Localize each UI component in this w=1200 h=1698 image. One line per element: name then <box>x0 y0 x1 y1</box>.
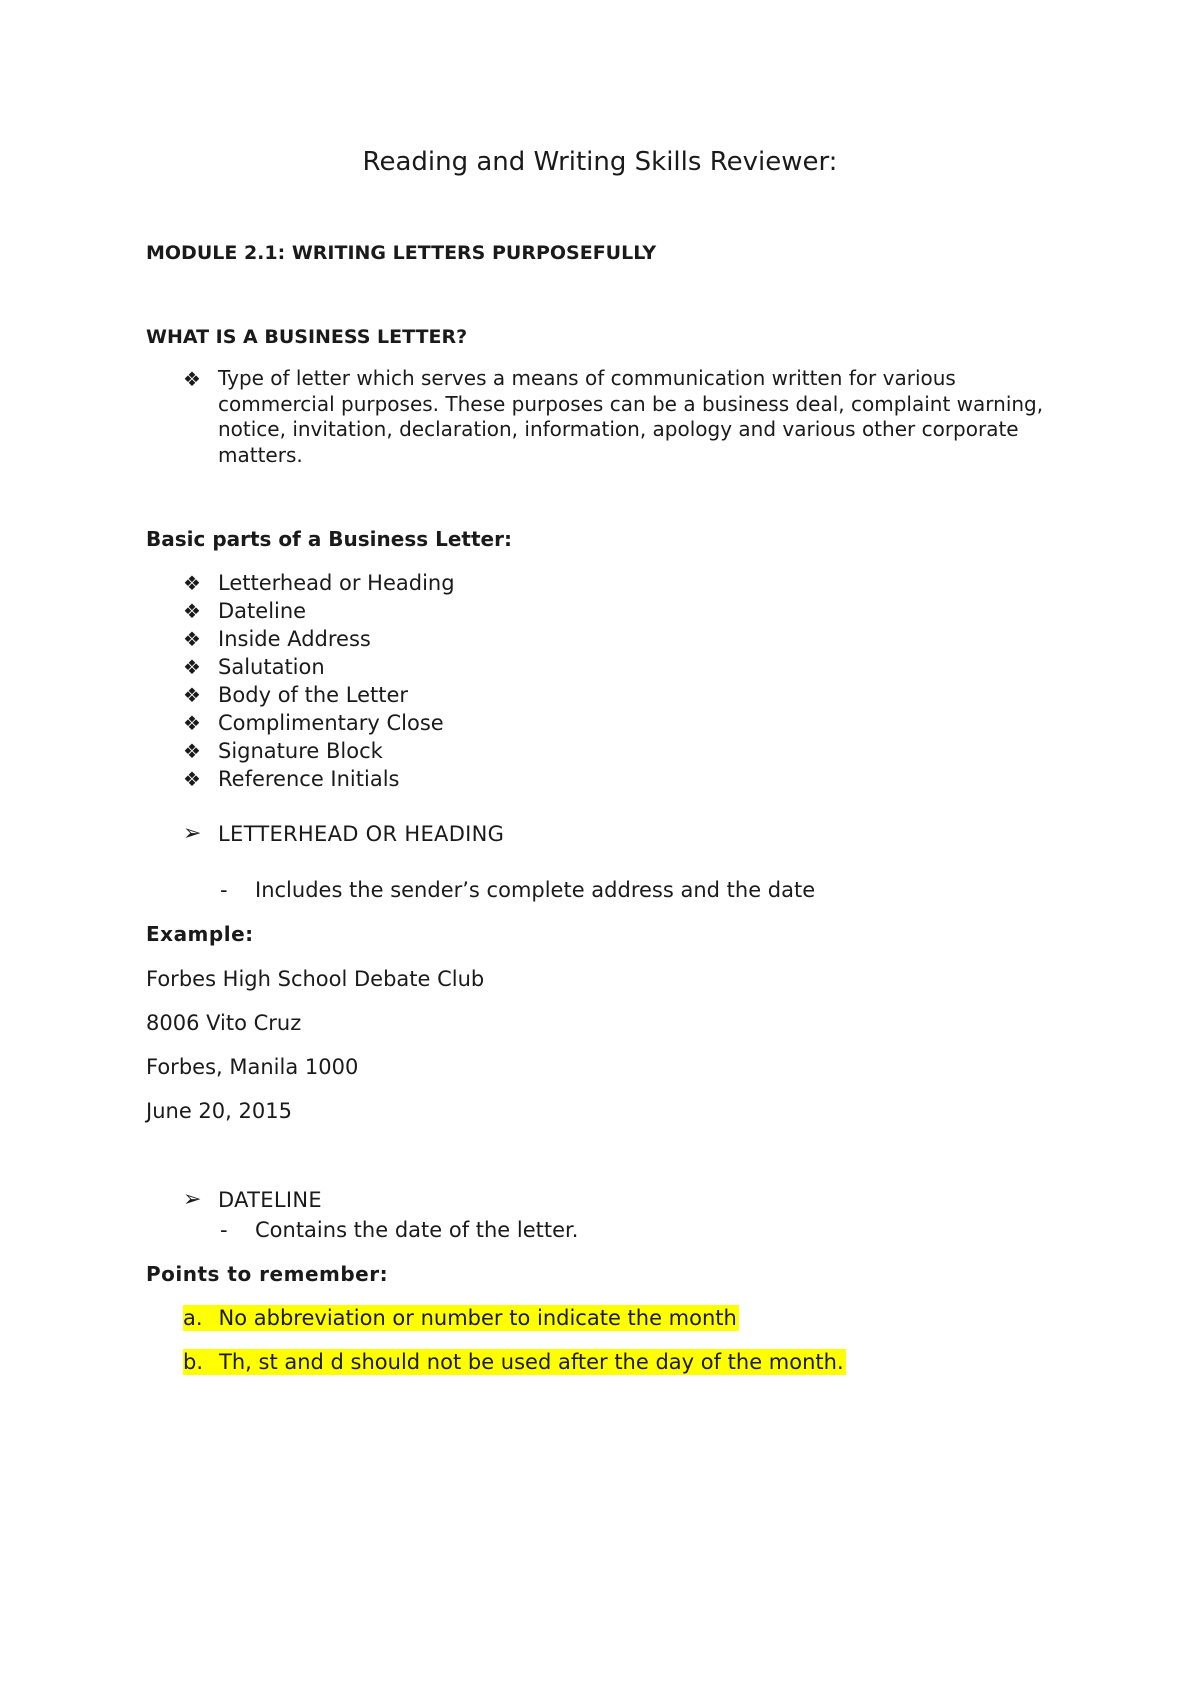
module-heading: MODULE 2.1: WRITING LETTERS PURPOSEFULLY <box>146 242 657 264</box>
diamond-bullet-icon: ❖ <box>183 599 201 623</box>
list-item: Dateline <box>218 599 307 623</box>
letterhead-description: Includes the sender’s complete address and the date <box>255 878 816 902</box>
list-item: Signature Block <box>218 739 383 763</box>
example-line: Forbes High School Debate Club <box>146 967 485 991</box>
points-label: Points to remember: <box>146 1262 389 1286</box>
example-line: 8006 Vito Cruz <box>146 1011 302 1035</box>
highlighted-point <box>183 1305 739 1331</box>
what-is-heading: WHAT IS A BUSINESS LETTER? <box>146 326 468 348</box>
point-marker: b. <box>183 1350 204 1374</box>
example-line: Forbes, Manila 1000 <box>146 1055 359 1079</box>
point-text: No abbreviation or number to indicate the month <box>205 1305 739 1331</box>
list-item: Letterhead or Heading <box>218 571 455 595</box>
example-label: Example: <box>146 922 254 946</box>
diamond-bullet-icon: ❖ <box>183 571 201 595</box>
point-text: Th, st and d should not be used after the day of the month. <box>205 1349 846 1375</box>
list-item: Salutation <box>218 655 325 679</box>
point-marker: a. <box>183 1306 203 1330</box>
diamond-bullet-icon: ❖ <box>183 711 201 735</box>
list-item: Inside Address <box>218 627 371 651</box>
example-line: June 20, 2015 <box>146 1099 292 1123</box>
list-item: Reference Initials <box>218 767 400 791</box>
dash-marker: - <box>220 1218 228 1242</box>
dateline-description: Contains the date of the letter. <box>255 1218 579 1242</box>
diamond-bullet-icon: ❖ <box>183 683 201 707</box>
dash-marker: - <box>220 878 228 902</box>
list-item: Complimentary Close <box>218 711 444 735</box>
dateline-heading: DATELINE <box>218 1188 322 1212</box>
basic-parts-heading: Basic parts of a Business Letter: <box>146 527 512 551</box>
diamond-bullet-icon: ❖ <box>183 767 201 791</box>
diamond-bullet-icon: ❖ <box>183 367 201 391</box>
arrow-bullet-icon: ➢ <box>183 1187 202 1212</box>
letterhead-heading: LETTERHEAD OR HEADING <box>218 822 505 846</box>
document-title: Reading and Writing Skills Reviewer: <box>362 147 838 177</box>
diamond-bullet-icon: ❖ <box>183 627 201 651</box>
highlighted-point <box>183 1349 846 1375</box>
diamond-bullet-icon: ❖ <box>183 655 201 679</box>
arrow-bullet-icon: ➢ <box>183 821 202 846</box>
definition-paragraph: Type of letter which serves a means of communication written for various commercial purposes. These purposes can be a business deal, complaint warning, notice, invitation, declaration, information, apology and various other corporate matters. <box>218 366 1044 467</box>
list-item: Body of the Letter <box>218 683 409 707</box>
diamond-bullet-icon: ❖ <box>183 739 201 763</box>
